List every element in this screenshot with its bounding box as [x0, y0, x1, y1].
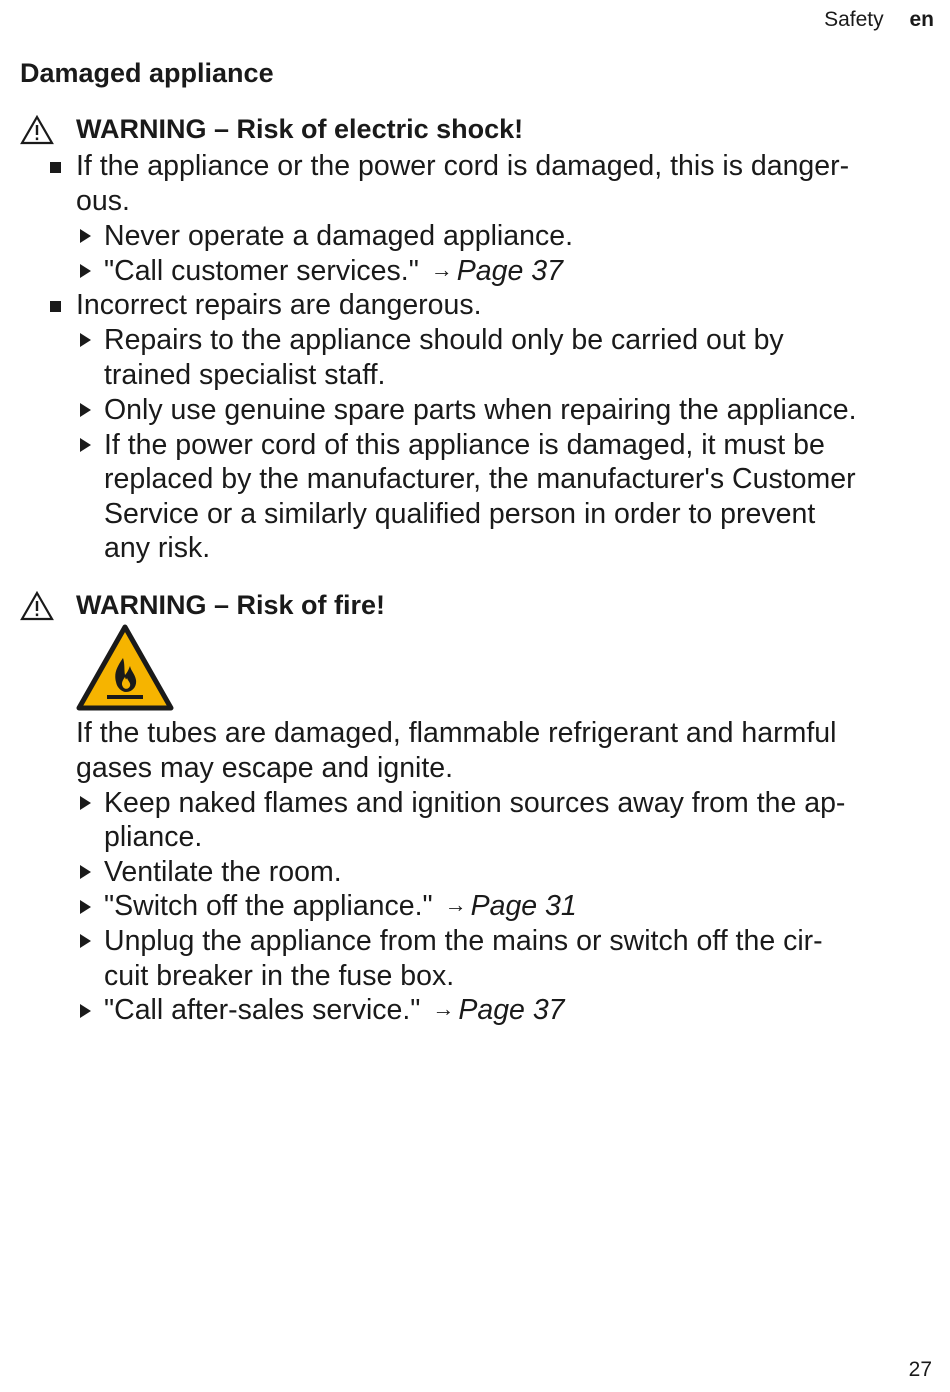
action-text: any risk.	[104, 532, 211, 564]
language-label: en	[909, 8, 934, 31]
bullet-text: ous.	[76, 185, 130, 217]
warning-title-text: WARNING – Risk of electric shock!	[76, 114, 524, 144]
intro-text: If the tubes are damaged, flammable refrigerant and harmful	[76, 717, 837, 749]
action-text	[104, 889, 577, 926]
section-label: Safety	[824, 8, 884, 31]
action-text: Keep naked flames and ignition sources away from the ap-	[104, 787, 846, 819]
action-triangle-icon	[80, 865, 91, 879]
page-reference-link[interactable]: Page 37	[456, 255, 563, 287]
page-header	[824, 8, 934, 32]
intro-text: gases may escape and ignite.	[76, 752, 454, 784]
bullet-text: Incorrect repairs are dangerous.	[76, 289, 482, 321]
action-text: Service or a similarly qualified person in order to prevent	[104, 498, 816, 530]
action-triangle-icon	[80, 264, 91, 278]
action-text: pliance.	[104, 821, 203, 853]
arrow-right-icon: →	[444, 892, 467, 917]
action-text	[104, 993, 565, 1030]
action-text: Unplug the appliance from the mains or switch off the cir-	[104, 925, 823, 957]
action-triangle-icon	[80, 403, 91, 417]
action-text: Repairs to the appliance should only be carried out by	[104, 324, 784, 356]
action-triangle-icon	[80, 229, 91, 243]
bullet-text: If the appliance or the power cord is damaged, this is danger-	[76, 150, 850, 182]
action-text: Only use genuine spare parts when repairing the appliance.	[104, 394, 857, 426]
warning-triangle-icon	[20, 115, 54, 145]
action-label: "Switch off the appliance."	[104, 890, 433, 922]
action-label: "Call customer services."	[104, 255, 419, 287]
action-text: replaced by the manufacturer, the manufacturer's Customer	[104, 463, 856, 495]
action-triangle-icon	[80, 934, 91, 948]
action-triangle-icon	[80, 333, 91, 347]
section-heading: Damaged appliance	[20, 58, 274, 88]
action-triangle-icon	[80, 438, 91, 452]
action-label: "Call after-sales service."	[104, 994, 421, 1026]
page-reference-link[interactable]: Page 37	[458, 994, 565, 1026]
arrow-right-icon: →	[432, 996, 455, 1021]
square-bullet	[50, 301, 61, 312]
flammable-warning-icon	[76, 624, 174, 712]
action-text: If the power cord of this appliance is damaged, it must be	[104, 429, 825, 461]
action-text: Never operate a damaged appliance.	[104, 220, 573, 252]
warning-title-text: WARNING – Risk of fire!	[76, 590, 386, 620]
action-triangle-icon	[80, 900, 91, 914]
warning-fire-title	[20, 590, 385, 621]
action-text: trained specialist staff.	[104, 359, 386, 391]
action-triangle-icon	[80, 796, 91, 810]
page-number: 27	[908, 1358, 932, 1381]
arrow-right-icon: →	[430, 257, 453, 282]
page-reference-link[interactable]: Page 31	[470, 890, 577, 922]
warning-triangle-icon	[20, 591, 54, 621]
square-bullet	[50, 162, 61, 173]
warning-electric-shock-title	[20, 114, 523, 145]
action-triangle-icon	[80, 1004, 91, 1018]
action-text: Ventilate the room.	[104, 856, 342, 888]
action-text	[104, 254, 563, 291]
action-text: cuit breaker in the fuse box.	[104, 960, 455, 992]
